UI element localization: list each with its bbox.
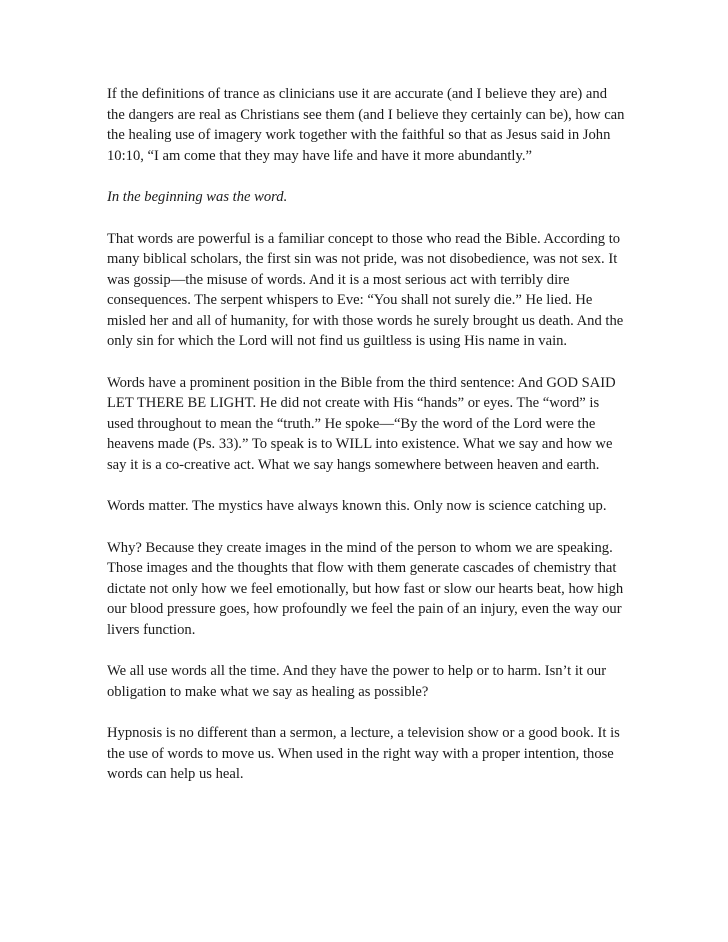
paragraph-why-images: Why? Because they create images in the mind of the person to whom we are speaking. Those images and the thoughts that flow with them generate cascades of chemistry that dictate not only how we feel emotionally, but how fast or slow our hearts beat, how high our blood pressure goes, how profoundly we feel the pain of an injury, even the way our livers function.: [107, 539, 624, 638]
paragraph-in-the-beginning: In the beginning was the word.: [107, 189, 288, 205]
document-body: [107, 84, 627, 806]
paragraph-words-powerful: That words are powerful is a familiar concept to those who read the Bible. According to many biblical scholars, the first sin was not pride, was not disobedience, was not sex. It was gossip—the misuse of words. And it is a most serious act with terribly dire consequences. The serpent whispers to Eve: “You shall not surely die.” He lied. He misled her and all of humanity, for with those words he surely brought us death. And the only sin for which the Lord will not find us guiltless is using His name in vain.: [107, 230, 624, 349]
paragraph-words-matter: Words matter. The mystics have always known this. Only now is science catching up.: [107, 498, 607, 514]
paragraph-hypnosis: Hypnosis is no different than a sermon, a lecture, a television show or a good book. It is the use of words to move us. When used in the right way with a proper intention, those words can help us heal.: [107, 725, 620, 782]
paragraph-trance-definitions: If the definitions of trance as clinicians use it are accurate (and I believe they are) and the dangers are real as Christians see them (and I believe they certainly can be), how can the healing use of imagery work together with the faithful so that as Jesus said in John 10:10, “I am come that they may have life and have it more abundantly.”: [107, 86, 625, 164]
paragraph-words-prominent: Words have a prominent position in the Bible from the third sentence: And GOD SAID LET THERE BE LIGHT. He did not create with His “hands” or eyes. The “word” is used throughout to mean the “truth.” He spoke—“By the word of the Lord were the heavens made (Ps. 33).” To speak is to WILL into existence. What we say and how we say it is a co-creative act. What we say hangs somewhere between heaven and earth.: [107, 374, 616, 473]
paragraph-use-words: We all use words all the time. And they have the power to help or to harm. Isn’t it our obligation to make what we say as healing as possible?: [107, 663, 607, 700]
